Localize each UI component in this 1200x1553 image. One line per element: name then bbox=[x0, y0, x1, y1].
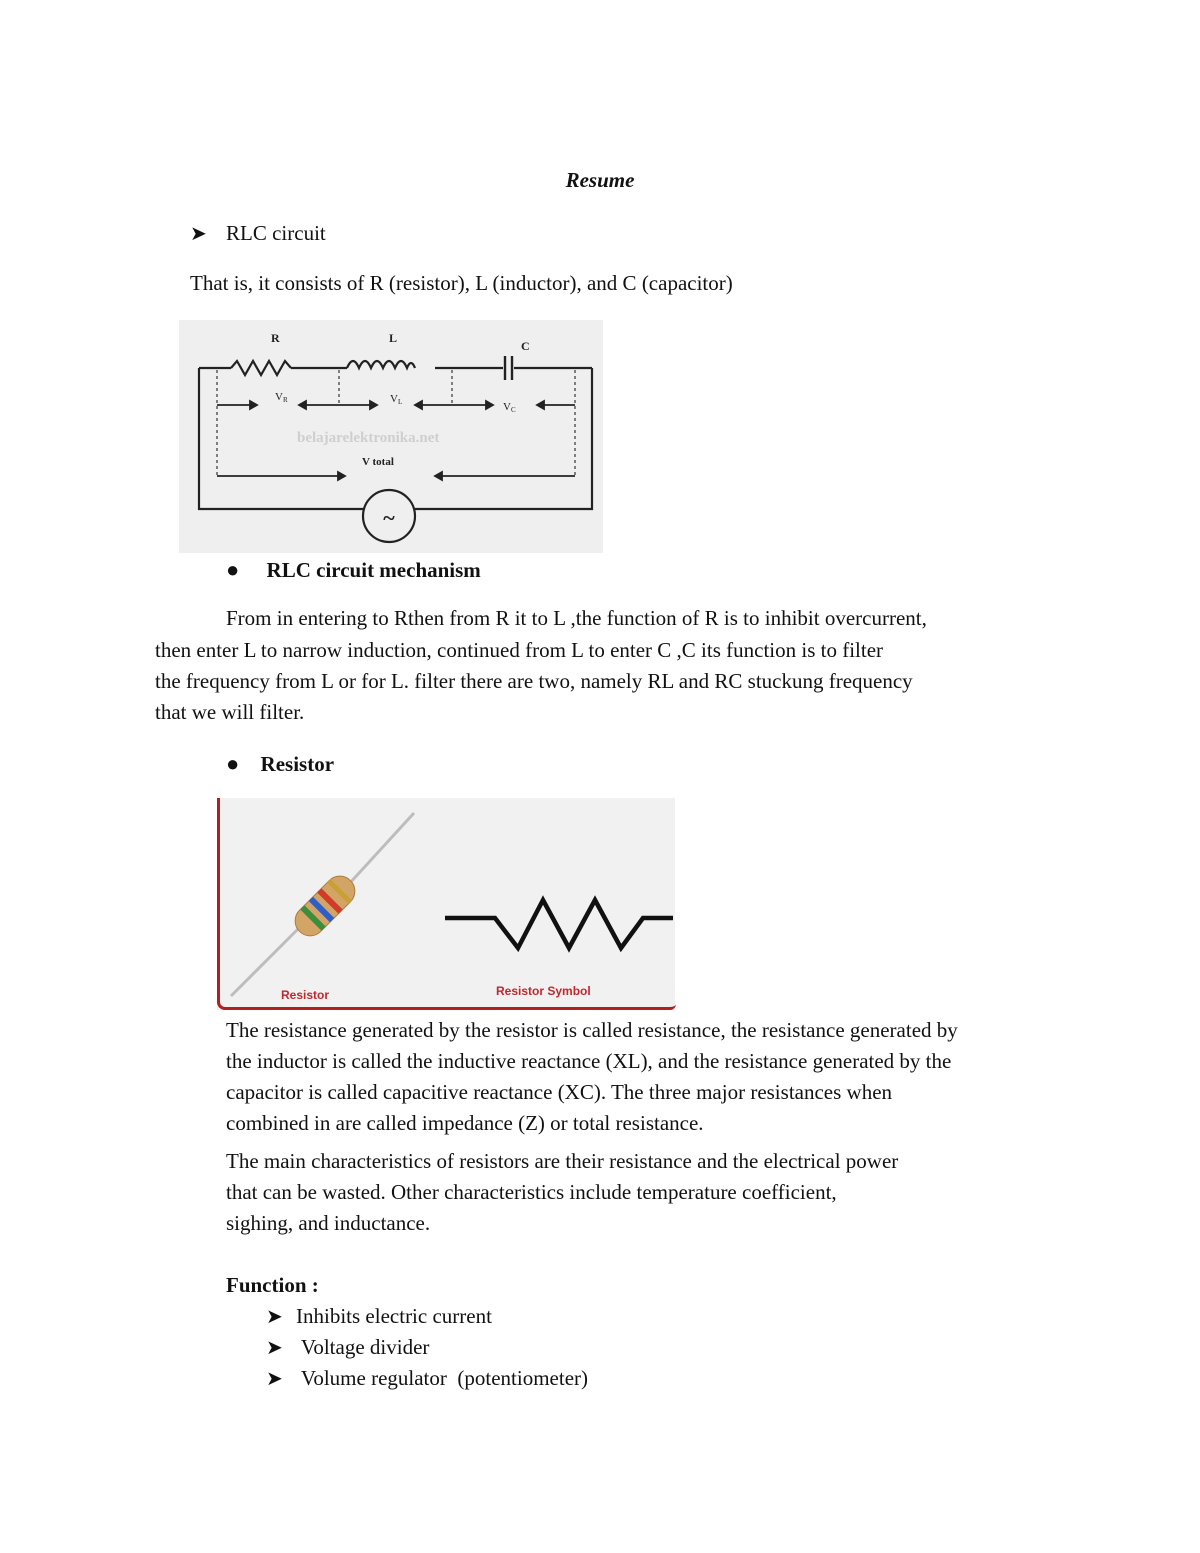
resistor-lead-top bbox=[349, 813, 414, 884]
arrow-bullet-icon: ➤ bbox=[266, 1368, 283, 1390]
resistor-figure bbox=[217, 798, 675, 1010]
arrowhead-vl-left bbox=[370, 401, 377, 409]
mechanism-line-2: then enter L to narrow induction, continued from L to enter C ,C its function is to filter bbox=[155, 638, 884, 662]
arrow-bullet-icon: ➤ bbox=[266, 1337, 283, 1359]
rlc-circuit-svg bbox=[179, 320, 603, 553]
function-heading: Function : bbox=[226, 1273, 319, 1297]
arrowhead-vtotal-left bbox=[338, 472, 345, 480]
resistor-figure-svg bbox=[217, 798, 675, 1010]
resistor-para1-line-2: the inductor is called the inductive reactance (XL), and the resistance generated by the bbox=[226, 1049, 952, 1073]
label-l: L bbox=[389, 331, 398, 345]
caption-resistor-symbol: Resistor Symbol bbox=[496, 984, 591, 998]
resistor-para1-line-3: capacitor is called capacitive reactance (XC). The three major resistances when bbox=[226, 1080, 893, 1104]
bullet-dot-icon: ● bbox=[226, 557, 240, 582]
label-vc: VC bbox=[503, 401, 516, 414]
dashed-dividers bbox=[217, 370, 575, 478]
ac-source-label: ~ bbox=[383, 505, 395, 530]
resistor-para1-line-4: combined in are called impedance (Z) or total resistance. bbox=[226, 1111, 704, 1135]
arrowhead-vl-right bbox=[415, 401, 422, 409]
resistor-heading-text: Resistor bbox=[260, 752, 335, 776]
resistor-para1-line-1: The resistance generated by the resistor is called resistance, the resistance generated by bbox=[226, 1018, 958, 1042]
resistor-para2-line-2: that can be wasted. Other characteristics include temperature coefficient, bbox=[226, 1180, 837, 1204]
rlc-intro: That is, it consists of R (resistor), L (inductor), and C (capacitor) bbox=[190, 271, 733, 295]
label-r: R bbox=[271, 331, 280, 345]
label-vl: VL bbox=[390, 393, 403, 406]
function-item bbox=[266, 1332, 429, 1364]
rlc-heading-text: RLC circuit bbox=[226, 221, 326, 245]
function-item-label: Voltage divider bbox=[296, 1335, 430, 1359]
label-vr: VR bbox=[275, 391, 288, 404]
arrow-bullet-icon: ➤ bbox=[266, 1306, 283, 1328]
bullet-dot-icon: ● bbox=[226, 751, 240, 776]
function-item-label: Volume regulator (potentiometer) bbox=[296, 1366, 588, 1390]
section-heading-resistor bbox=[226, 748, 334, 780]
section-heading-mechanism bbox=[226, 554, 481, 586]
resistor-component-icon bbox=[289, 870, 361, 942]
mechanism-heading-text: RLC circuit mechanism bbox=[266, 558, 481, 582]
inductor-symbol bbox=[347, 361, 415, 368]
label-vtotal: V total bbox=[362, 456, 394, 468]
resistor-para2-line-1: The main characteristics of resistors are their resistance and the electrical power bbox=[226, 1149, 899, 1173]
mechanism-line-4: that we will filter. bbox=[155, 700, 305, 724]
page-title: Resume bbox=[565, 168, 635, 192]
rlc-circuit-diagram bbox=[179, 320, 603, 553]
function-item bbox=[266, 1363, 588, 1395]
arrowhead-vr-left bbox=[250, 401, 257, 409]
arrowhead-vc-left bbox=[486, 401, 493, 409]
function-item-label: Inhibits electric current bbox=[296, 1304, 492, 1328]
section-heading-rlc bbox=[190, 218, 326, 250]
label-c: C bbox=[521, 339, 530, 353]
resistor-symbol bbox=[231, 361, 291, 375]
caption-resistor: Resistor bbox=[281, 988, 330, 1002]
function-item bbox=[266, 1301, 492, 1333]
resistor-lead-bottom bbox=[231, 926, 301, 996]
watermark: belajarelektronika.net bbox=[297, 430, 440, 446]
arrow-bullet-icon: ➤ bbox=[190, 223, 207, 245]
mechanism-line-1: From in entering to Rthen from R it to L ,the function of R is to inhibit overcurrent, bbox=[226, 606, 927, 630]
right-wire bbox=[415, 368, 592, 509]
resistor-para2-line-3: sighing, and inductance. bbox=[226, 1211, 431, 1235]
resistor-body bbox=[289, 870, 361, 942]
arrowhead-vtotal-right bbox=[435, 472, 442, 480]
mechanism-line-3: the frequency from L or for L. filter there are two, namely RL and RC stuckung frequency bbox=[155, 669, 913, 693]
resistor-symbol-icon bbox=[445, 900, 673, 948]
arrowhead-vr-right bbox=[299, 401, 306, 409]
arrowhead-vc-right bbox=[537, 401, 544, 409]
